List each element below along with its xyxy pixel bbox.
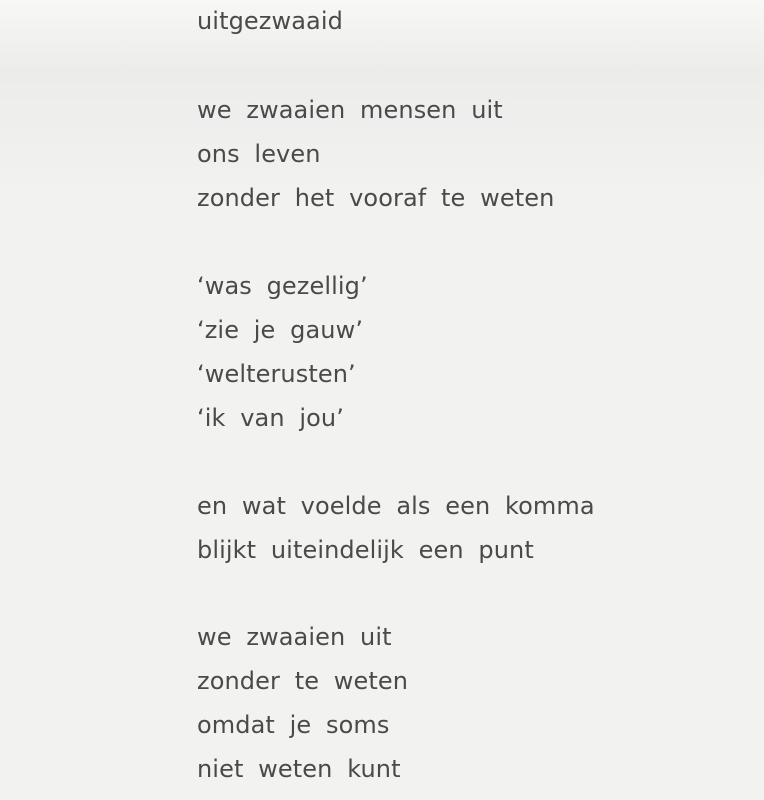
poem-line: ‘ik van jou’ — [197, 404, 344, 432]
poem-line: blijkt uiteindelijk een punt — [197, 536, 534, 564]
poem-title: uitgezwaaid — [197, 7, 343, 35]
poem-line: en wat voelde als een komma — [197, 492, 595, 520]
poem-line: zonder te weten — [197, 667, 409, 695]
poem-line: niet weten kunt — [197, 755, 401, 783]
poem-line: we zwaaien uit — [197, 623, 392, 651]
poem-line: omdat je soms — [197, 711, 390, 739]
poem-line: ‘zie je gauw’ — [197, 316, 364, 344]
poem-line: we zwaaien mensen uit — [197, 96, 503, 124]
poem-line: ‘welterusten’ — [197, 360, 356, 388]
poem-line: zonder het vooraf te weten — [197, 184, 555, 212]
poem-line: ‘was gezellig’ — [197, 272, 368, 300]
poem-line: ons leven — [197, 140, 321, 168]
